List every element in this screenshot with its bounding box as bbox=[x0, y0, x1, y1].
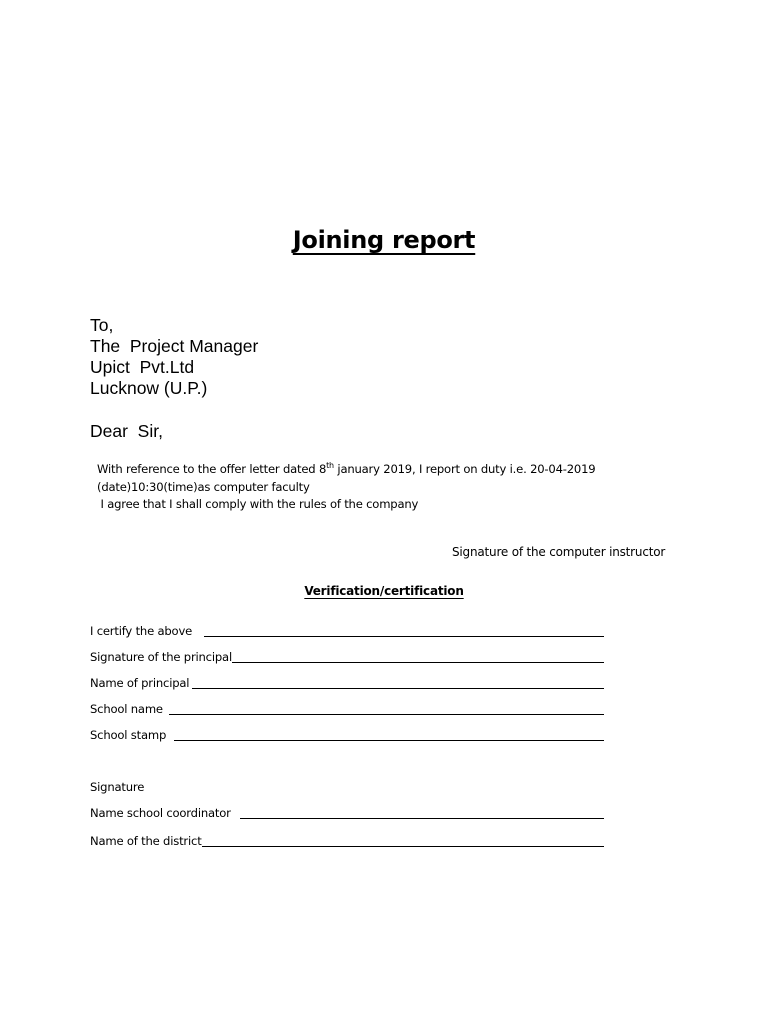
district-name-label: Name of the district bbox=[90, 834, 202, 848]
signature-label: Signature bbox=[90, 780, 145, 794]
address-city: Lucknow (U.P.) bbox=[90, 378, 208, 398]
school-name-label: School name bbox=[90, 702, 163, 716]
coordinator-name-label: Name school coordinator bbox=[90, 806, 231, 820]
body-line-1-end: january 2019, I report on duty i.e. 20-04-2019 bbox=[333, 462, 596, 476]
school-name-row bbox=[90, 698, 604, 716]
coordinator-name-blank-line[interactable] bbox=[240, 818, 604, 819]
principal-name-row bbox=[90, 672, 604, 690]
principal-signature-label: Signature of the principal bbox=[90, 650, 232, 664]
principal-signature-row bbox=[90, 646, 604, 664]
district-name-blank-line[interactable] bbox=[202, 846, 604, 847]
certify-row bbox=[90, 620, 604, 638]
school-stamp-label: School stamp bbox=[90, 728, 167, 742]
document-title: Joining report bbox=[292, 226, 476, 254]
body-line-3: I agree that I shall comply with the rules of the company bbox=[97, 497, 419, 511]
body-line-1-superscript: th bbox=[326, 461, 334, 470]
instructor-signature-label: Signature of the computer instructor bbox=[452, 545, 666, 559]
district-name-row bbox=[90, 830, 604, 848]
address-recipient: The Project Manager bbox=[90, 336, 259, 356]
address-to: To, bbox=[90, 315, 114, 335]
school-name-blank-line[interactable] bbox=[169, 714, 604, 715]
body-line-2: (date)10:30(time)as computer faculty bbox=[97, 480, 310, 494]
certify-blank-line[interactable] bbox=[204, 636, 604, 637]
signature-row bbox=[90, 776, 604, 794]
certify-label: I certify the above bbox=[90, 624, 193, 638]
coordinator-name-row bbox=[90, 802, 604, 820]
school-stamp-blank-line[interactable] bbox=[174, 740, 604, 741]
body-line-1-start: With reference to the offer letter dated 8 bbox=[97, 462, 327, 476]
address-company: Upict Pvt.Ltd bbox=[90, 357, 195, 377]
school-stamp-row bbox=[90, 724, 604, 742]
verification-heading: Verification/certification bbox=[304, 584, 464, 598]
principal-signature-blank-line[interactable] bbox=[232, 662, 604, 663]
principal-name-blank-line[interactable] bbox=[192, 688, 604, 689]
salutation: Dear Sir, bbox=[90, 421, 163, 441]
principal-name-label: Name of principal bbox=[90, 676, 190, 690]
body-line-1 bbox=[97, 461, 595, 477]
